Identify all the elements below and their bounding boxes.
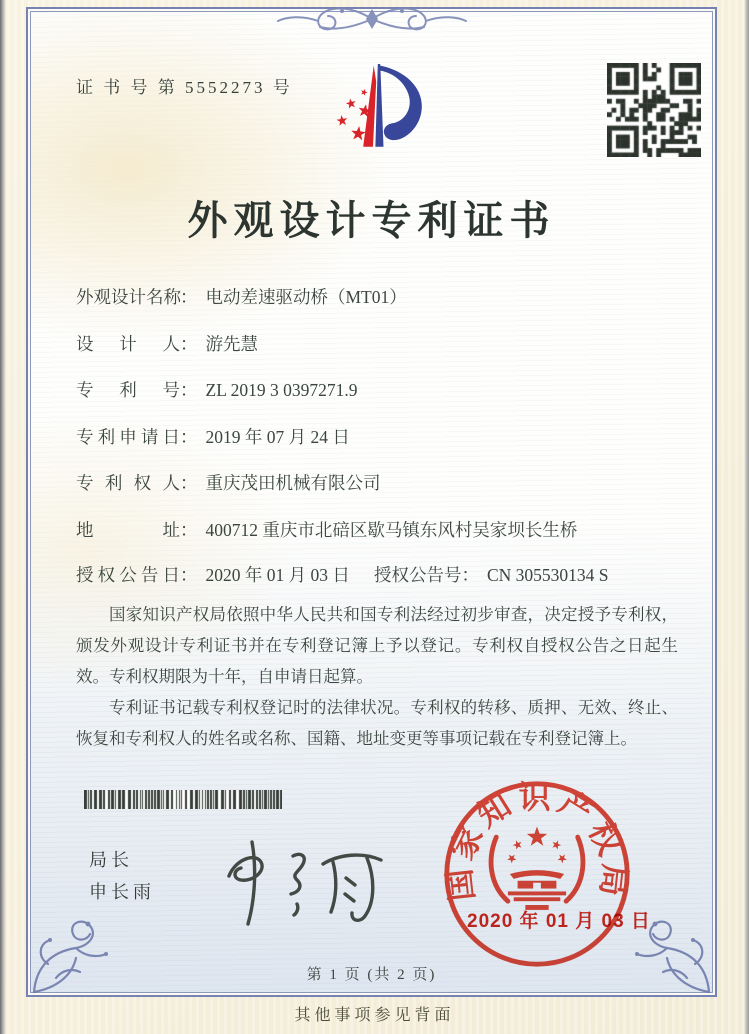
field-patent-number	[76, 377, 357, 402]
officer-title: 局长	[89, 850, 133, 870]
field-value: 游先慧	[205, 334, 258, 354]
field-colon: ：	[180, 334, 198, 354]
field-colon: ：	[461, 565, 479, 585]
field-colon: ：	[180, 287, 198, 307]
field-colon: ：	[180, 565, 198, 585]
back-note: 其他事项参见背面	[294, 1007, 455, 1024]
field-value: CN 305530134 S	[487, 565, 609, 585]
officer-name: 申长雨	[89, 882, 155, 902]
field-value: 400712 重庆市北碚区歇马镇东风村吴家坝长生桥	[205, 520, 578, 540]
field-colon: ：	[180, 520, 198, 540]
certificate-number: 证 书 号 第 5552273 号	[76, 78, 293, 97]
certificate-title: 外观设计专利证书	[187, 198, 556, 243]
legal-text	[76, 599, 678, 754]
field-patentee	[76, 470, 381, 495]
field-colon: ：	[180, 427, 198, 447]
field-label: 专利申请日	[76, 427, 180, 447]
field-label: 授权公告号	[374, 565, 462, 585]
field-colon: ：	[180, 473, 198, 493]
field-value: ZL 2019 3 0397271.9	[205, 380, 358, 400]
field-value: 电动差速驱动桥（MT01）	[205, 287, 407, 307]
field-label: 外观设计名称	[76, 287, 181, 307]
seal-agency-text: 国家知识产权局	[440, 779, 634, 903]
field-label: 专利权人	[76, 473, 180, 493]
field-label: 地址	[76, 520, 180, 540]
field-colon: ：	[180, 380, 198, 400]
field-designer	[76, 331, 258, 356]
field-value: 2019 年 07 月 24 日	[205, 427, 350, 447]
page-indicator: 第 1 页 (共 2 页)	[306, 967, 437, 983]
field-filing-date	[76, 424, 350, 449]
field-label: 授权公告日	[76, 565, 180, 585]
field-value: 2020 年 01 月 03 日	[205, 565, 350, 585]
legal-paragraph: 国家知识产权局依照中华人民共和国专利法经过初步审查，决定授予专利权，颁发外观设计专利证书并在专利登记簿上予以登记。专利权自授权公告之日起生效。专利权期限为十年，自申请日起算。	[76, 605, 678, 686]
scan-edge-right	[744, 0, 749, 1034]
field-label: 专利号	[76, 380, 180, 400]
official-seal	[440, 777, 651, 971]
cnipa-logo-icon	[304, 45, 450, 177]
scan-edge-left	[0, 0, 6, 1034]
barcode	[84, 790, 282, 809]
top-border-ornament-icon	[232, 3, 512, 37]
qr-code	[607, 63, 701, 157]
handwritten-signature	[211, 834, 396, 929]
field-grant-number	[374, 562, 609, 587]
field-label: 设计人	[76, 334, 180, 354]
field-address	[76, 517, 577, 542]
certificate-sheet	[30, 11, 713, 993]
field-design-name	[76, 284, 407, 309]
legal-paragraph: 专利证书记载专利权登记时的法律状况。专利权的转移、质押、无效、终止、恢复和专利权人的姓名或名称、国籍、地址变更等事项记载在专利登记簿上。	[76, 698, 678, 748]
seal-date: 2020 年 01 月 03 日	[467, 911, 651, 932]
field-grant-date	[76, 562, 350, 587]
field-value: 重庆茂田机械有限公司	[205, 473, 381, 493]
